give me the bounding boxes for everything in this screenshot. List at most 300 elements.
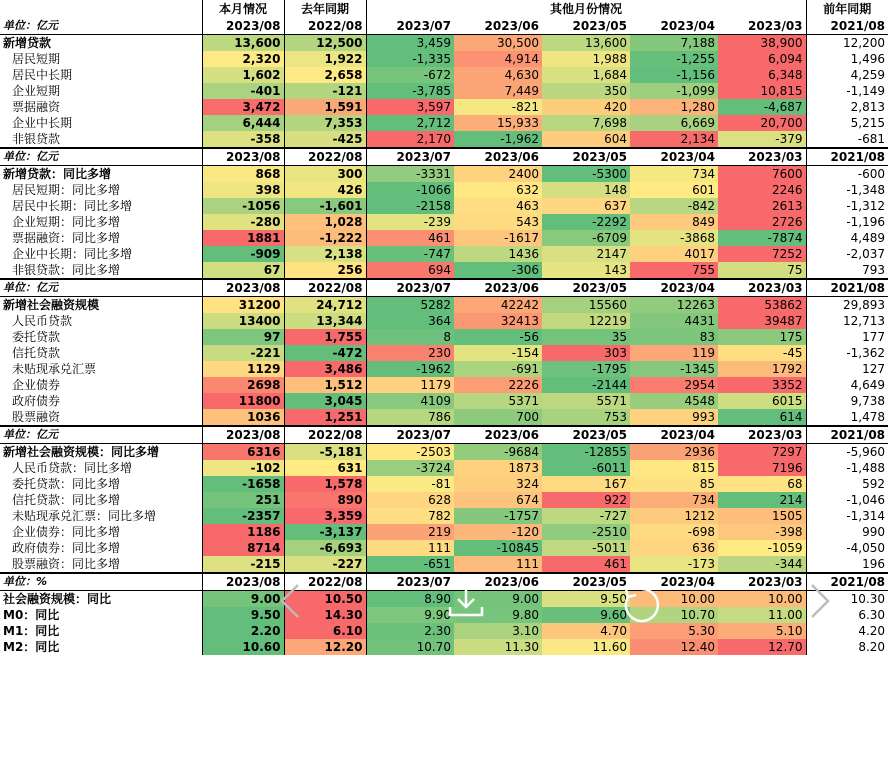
data-cell: 755 <box>630 262 718 279</box>
data-cell: -120 <box>454 524 542 540</box>
column-header: 2023/05 <box>542 279 630 297</box>
data-cell: 38,900 <box>718 35 806 52</box>
table-row <box>0 329 888 345</box>
data-cell: 6,669 <box>630 115 718 131</box>
table-row <box>0 492 888 508</box>
unit-label: 单位：亿元 <box>0 279 202 297</box>
column-header: 2022/08 <box>284 573 366 591</box>
table-row <box>0 35 888 52</box>
data-cell: 7,353 <box>284 115 366 131</box>
data-cell: -1,314 <box>806 508 888 524</box>
data-cell: 1129 <box>202 361 284 377</box>
data-cell: 251 <box>202 492 284 508</box>
data-cell: 256 <box>284 262 366 279</box>
table-row <box>0 115 888 131</box>
corner-cell <box>0 0 202 18</box>
column-header: 2023/06 <box>454 18 542 35</box>
table-row <box>0 182 888 198</box>
column-header: 2023/03 <box>718 148 806 166</box>
column-header: 2023/07 <box>366 148 454 166</box>
data-cell: 68 <box>718 476 806 492</box>
row-label: 非银贷款：同比多增 <box>12 263 121 277</box>
data-cell: 1179 <box>366 377 454 393</box>
row-label: 未贴现承兑汇票：同比多增 <box>12 509 157 523</box>
data-cell: 3,597 <box>366 99 454 115</box>
data-cell: 1,988 <box>542 51 630 67</box>
data-cell: 11.60 <box>542 639 630 655</box>
row-label: 居民中长期 <box>12 68 73 82</box>
data-cell: -1,149 <box>806 83 888 99</box>
data-cell: 127 <box>806 361 888 377</box>
data-cell: 9.00 <box>202 591 284 608</box>
row-label: 企业短期：同比多增 <box>12 215 121 229</box>
data-cell: 4109 <box>366 393 454 409</box>
data-cell: -5300 <box>542 166 630 183</box>
data-cell: 214 <box>718 492 806 508</box>
data-cell: -909 <box>202 246 284 262</box>
data-cell: 1,496 <box>806 51 888 67</box>
data-cell: 7252 <box>718 246 806 262</box>
data-cell: 1505 <box>718 508 806 524</box>
data-cell: 30,500 <box>454 35 542 52</box>
table-row <box>0 556 888 573</box>
data-cell: 303 <box>542 345 630 361</box>
data-cell: -1,335 <box>366 51 454 67</box>
next-image-button[interactable] <box>806 583 834 619</box>
table-row <box>0 83 888 99</box>
data-cell: 10.00 <box>630 591 718 608</box>
data-cell: -401 <box>202 83 284 99</box>
row-label: 人民币贷款：同比多增 <box>12 461 133 475</box>
table-row <box>0 460 888 476</box>
table-row <box>0 262 888 279</box>
data-cell: 67 <box>202 262 284 279</box>
data-cell: 24,712 <box>284 297 366 314</box>
table-row <box>0 246 888 262</box>
data-cell: -6011 <box>542 460 630 476</box>
data-cell: 119 <box>630 345 718 361</box>
data-cell: -727 <box>542 508 630 524</box>
data-cell: -154 <box>454 345 542 361</box>
top-header-row <box>0 0 888 18</box>
row-label: 人民币贷款 <box>12 314 73 328</box>
data-cell: 4,259 <box>806 67 888 83</box>
data-cell: 300 <box>284 166 366 183</box>
column-header: 2021/08 <box>806 148 888 166</box>
data-cell: 1,512 <box>284 377 366 393</box>
data-cell: 6,444 <box>202 115 284 131</box>
data-cell: -1,255 <box>630 51 718 67</box>
data-cell: 8.20 <box>806 639 888 655</box>
data-cell: 2936 <box>630 444 718 461</box>
data-cell: 324 <box>454 476 542 492</box>
data-cell: -3,785 <box>366 83 454 99</box>
data-cell: 31200 <box>202 297 284 314</box>
data-cell: 2400 <box>454 166 542 183</box>
data-cell: 632 <box>454 182 542 198</box>
data-cell: 786 <box>366 409 454 426</box>
data-cell: 1,922 <box>284 51 366 67</box>
unit-label: 单位：亿元 <box>0 426 202 444</box>
table-row <box>0 444 888 461</box>
data-cell: 12,713 <box>806 313 888 329</box>
data-cell: 4548 <box>630 393 718 409</box>
row-label: 政府债券：同比多增 <box>12 541 121 555</box>
data-cell: -5,960 <box>806 444 888 461</box>
data-cell: -1,156 <box>630 67 718 83</box>
column-header: 2023/06 <box>454 279 542 297</box>
row-label: 居民短期 <box>12 52 61 66</box>
data-cell: 4,630 <box>454 67 542 83</box>
data-cell: 463 <box>454 198 542 214</box>
data-cell: -672 <box>366 67 454 83</box>
row-label: 股票融资：同比多增 <box>12 557 121 571</box>
table-row <box>0 377 888 393</box>
data-cell: 29,893 <box>806 297 888 314</box>
data-cell: -1,046 <box>806 492 888 508</box>
data-cell: -1,362 <box>806 345 888 361</box>
row-label: 企业短期 <box>12 84 61 98</box>
data-cell: 1,578 <box>284 476 366 492</box>
column-header: 2023/07 <box>366 18 454 35</box>
row-label: 非银贷款 <box>12 132 61 146</box>
data-cell: -5011 <box>542 540 630 556</box>
data-cell: 1,280 <box>630 99 718 115</box>
data-cell: 75 <box>718 262 806 279</box>
unit-label: 单位：亿元 <box>0 148 202 166</box>
column-header: 2023/03 <box>718 426 806 444</box>
data-cell: -600 <box>806 166 888 183</box>
data-cell: 12219 <box>542 313 630 329</box>
data-cell: 674 <box>454 492 542 508</box>
data-cell: -280 <box>202 214 284 230</box>
data-cell: -358 <box>202 131 284 148</box>
column-header: 2023/06 <box>454 148 542 166</box>
data-cell: 3,472 <box>202 99 284 115</box>
data-cell: 1792 <box>718 361 806 377</box>
data-cell: 4,914 <box>454 51 542 67</box>
data-cell: 1212 <box>630 508 718 524</box>
data-cell: 637 <box>542 198 630 214</box>
data-cell: 143 <box>542 262 630 279</box>
column-header: 2023/04 <box>630 18 718 35</box>
data-cell: -2158 <box>366 198 454 214</box>
unit-label: 单位：% <box>0 573 202 591</box>
data-cell: 9.80 <box>454 607 542 623</box>
data-cell: 32413 <box>454 313 542 329</box>
data-cell: 1,028 <box>284 214 366 230</box>
data-cell: 543 <box>454 214 542 230</box>
data-cell: 10.70 <box>630 607 718 623</box>
data-cell: -1066 <box>366 182 454 198</box>
data-cell: -747 <box>366 246 454 262</box>
data-cell: 2613 <box>718 198 806 214</box>
row-label: 票据融资：同比多增 <box>12 231 121 245</box>
data-cell: 1436 <box>454 246 542 262</box>
data-cell: 4,649 <box>806 377 888 393</box>
column-header: 2023/04 <box>630 573 718 591</box>
data-cell: -1,601 <box>284 198 366 214</box>
data-cell: 4017 <box>630 246 718 262</box>
data-cell: 1036 <box>202 409 284 426</box>
data-cell: 5282 <box>366 297 454 314</box>
column-header: 2023/05 <box>542 148 630 166</box>
column-header: 2022/08 <box>284 18 366 35</box>
data-cell: 15,933 <box>454 115 542 131</box>
data-cell: 734 <box>630 166 718 183</box>
data-cell: 8714 <box>202 540 284 556</box>
data-cell: -81 <box>366 476 454 492</box>
data-cell: -651 <box>366 556 454 573</box>
row-label: 企业中长期：同比多增 <box>12 247 133 261</box>
data-cell: -221 <box>202 345 284 361</box>
table-row <box>0 313 888 329</box>
section-header-row <box>0 148 888 166</box>
data-cell: 753 <box>542 409 630 426</box>
data-cell: 990 <box>806 524 888 540</box>
data-cell: 10.00 <box>718 591 806 608</box>
data-cell: 2226 <box>454 377 542 393</box>
data-cell: -4,687 <box>718 99 806 115</box>
data-cell: -1658 <box>202 476 284 492</box>
table-row <box>0 591 888 608</box>
table-row <box>0 99 888 115</box>
rotate-button[interactable] <box>620 583 664 627</box>
data-cell: 1,602 <box>202 67 284 83</box>
download-button[interactable] <box>446 583 486 619</box>
data-cell: 177 <box>806 329 888 345</box>
data-cell: -3,137 <box>284 524 366 540</box>
table-row <box>0 607 888 623</box>
table-row <box>0 297 888 314</box>
data-cell: -2144 <box>542 377 630 393</box>
column-header: 2023/06 <box>454 573 542 591</box>
data-cell: 700 <box>454 409 542 426</box>
data-cell: -2,037 <box>806 246 888 262</box>
column-header: 2023/05 <box>542 18 630 35</box>
data-cell: 2246 <box>718 182 806 198</box>
data-cell: 148 <box>542 182 630 198</box>
row-label: 居民中长期：同比多增 <box>12 199 133 213</box>
header-prev-year: 前年同期 <box>806 0 888 18</box>
data-cell: 20,700 <box>718 115 806 131</box>
data-cell: 13,600 <box>542 35 630 52</box>
column-header: 2021/08 <box>806 573 888 591</box>
data-cell: -227 <box>284 556 366 573</box>
data-cell: -102 <box>202 460 284 476</box>
column-header: 2023/08 <box>202 573 284 591</box>
section-header-row <box>0 426 888 444</box>
data-cell: 2,712 <box>366 115 454 131</box>
data-cell: 2,813 <box>806 99 888 115</box>
data-cell: -1795 <box>542 361 630 377</box>
data-cell: -306 <box>454 262 542 279</box>
data-cell: 13400 <box>202 313 284 329</box>
column-header: 2023/07 <box>366 573 454 591</box>
data-cell: 85 <box>630 476 718 492</box>
column-header: 2023/03 <box>718 18 806 35</box>
data-cell: 601 <box>630 182 718 198</box>
data-cell: 2954 <box>630 377 718 393</box>
data-cell: 8 <box>366 329 454 345</box>
data-cell: 5371 <box>454 393 542 409</box>
data-cell: 7,698 <box>542 115 630 131</box>
data-cell: 12.70 <box>718 639 806 655</box>
column-header: 2023/03 <box>718 279 806 297</box>
data-cell: -1,222 <box>284 230 366 246</box>
data-cell: 694 <box>366 262 454 279</box>
data-cell: -9684 <box>454 444 542 461</box>
data-cell: 10.60 <box>202 639 284 655</box>
section-header-row <box>0 279 888 297</box>
data-cell: 7600 <box>718 166 806 183</box>
data-cell: 636 <box>630 540 718 556</box>
table-row <box>0 476 888 492</box>
data-cell: 3352 <box>718 377 806 393</box>
data-cell: -173 <box>630 556 718 573</box>
data-cell: -6,693 <box>284 540 366 556</box>
data-cell: 9.50 <box>542 591 630 608</box>
data-cell: -3868 <box>630 230 718 246</box>
data-cell: 12.20 <box>284 639 366 655</box>
data-cell: -121 <box>284 83 366 99</box>
table-row <box>0 345 888 361</box>
data-cell: 15560 <box>542 297 630 314</box>
column-header: 2021/08 <box>806 18 888 35</box>
data-cell: 364 <box>366 313 454 329</box>
data-cell: 3,486 <box>284 361 366 377</box>
data-cell: -215 <box>202 556 284 573</box>
data-cell: 628 <box>366 492 454 508</box>
data-cell: 604 <box>542 131 630 148</box>
data-cell: 2,170 <box>366 131 454 148</box>
table-row <box>0 639 888 655</box>
row-label: 企业债券：同比多增 <box>12 525 121 539</box>
data-cell: 868 <box>202 166 284 183</box>
unit-label: 单位：亿元 <box>0 18 202 35</box>
data-cell: -1345 <box>630 361 718 377</box>
data-cell: 2726 <box>718 214 806 230</box>
column-header: 2023/07 <box>366 279 454 297</box>
prev-image-button[interactable] <box>276 583 304 619</box>
data-cell: 3,359 <box>284 508 366 524</box>
data-cell: 420 <box>542 99 630 115</box>
data-cell: 35 <box>542 329 630 345</box>
data-cell: -691 <box>454 361 542 377</box>
data-cell: 14.30 <box>284 607 366 623</box>
data-cell: 2698 <box>202 377 284 393</box>
column-header: 2023/08 <box>202 279 284 297</box>
data-cell: 1873 <box>454 460 542 476</box>
data-cell: -7874 <box>718 230 806 246</box>
data-cell: 592 <box>806 476 888 492</box>
data-cell: 175 <box>718 329 806 345</box>
row-label: 未贴现承兑汇票 <box>12 362 97 376</box>
data-cell: -698 <box>630 524 718 540</box>
data-cell: -5,181 <box>284 444 366 461</box>
data-cell: -821 <box>454 99 542 115</box>
table-row <box>0 51 888 67</box>
column-header: 2021/08 <box>806 279 888 297</box>
row-label: 票据融资 <box>12 100 61 114</box>
table-row <box>0 361 888 377</box>
data-cell: 9.00 <box>454 591 542 608</box>
data-cell: 97 <box>202 329 284 345</box>
chevron-left-icon <box>276 583 304 619</box>
header-other-months: 其他月份情况 <box>366 0 806 18</box>
data-cell: 4431 <box>630 313 718 329</box>
data-cell: 6.10 <box>284 623 366 639</box>
data-cell: 6.30 <box>806 607 888 623</box>
column-header: 2023/08 <box>202 18 284 35</box>
column-header: 2022/08 <box>284 426 366 444</box>
table-row <box>0 131 888 148</box>
column-header: 2023/04 <box>630 279 718 297</box>
row-label: 新增社会融资规模：同比多增 <box>3 445 160 459</box>
row-label: 委托贷款 <box>12 330 61 344</box>
data-cell: -2357 <box>202 508 284 524</box>
table-row <box>0 230 888 246</box>
data-cell: 426 <box>284 182 366 198</box>
data-cell: 1,755 <box>284 329 366 345</box>
data-cell: -239 <box>366 214 454 230</box>
data-cell: 7196 <box>718 460 806 476</box>
data-cell: -1,099 <box>630 83 718 99</box>
column-header: 2023/04 <box>630 426 718 444</box>
data-cell: -842 <box>630 198 718 214</box>
data-cell: 7297 <box>718 444 806 461</box>
data-cell: 4.20 <box>806 623 888 639</box>
data-cell: 9.90 <box>366 607 454 623</box>
table-row <box>0 409 888 426</box>
data-cell: -10845 <box>454 540 542 556</box>
table-row <box>0 214 888 230</box>
data-cell: -1059 <box>718 540 806 556</box>
data-cell: -12855 <box>542 444 630 461</box>
data-cell: 13,344 <box>284 313 366 329</box>
data-cell: 230 <box>366 345 454 361</box>
data-cell: 2.20 <box>202 623 284 639</box>
table-row <box>0 540 888 556</box>
download-icon <box>446 583 486 619</box>
column-header: 2023/08 <box>202 148 284 166</box>
data-cell: 7,449 <box>454 83 542 99</box>
data-cell: 793 <box>806 262 888 279</box>
table-row <box>0 166 888 183</box>
data-cell: 4,489 <box>806 230 888 246</box>
data-cell: -1617 <box>454 230 542 246</box>
row-label: M2：同比 <box>3 640 60 654</box>
data-cell: -344 <box>718 556 806 573</box>
data-cell: 11800 <box>202 393 284 409</box>
data-cell: 2,138 <box>284 246 366 262</box>
data-cell: -2510 <box>542 524 630 540</box>
data-cell: 993 <box>630 409 718 426</box>
table-row <box>0 198 888 214</box>
data-cell: 1,478 <box>806 409 888 426</box>
data-cell: 5,215 <box>806 115 888 131</box>
data-cell: 167 <box>542 476 630 492</box>
data-cell: 614 <box>718 409 806 426</box>
section-header-row <box>0 573 888 591</box>
column-header: 2023/04 <box>630 148 718 166</box>
data-cell: 782 <box>366 508 454 524</box>
data-cell: 196 <box>806 556 888 573</box>
data-cell: 3,045 <box>284 393 366 409</box>
data-cell: 42242 <box>454 297 542 314</box>
data-cell: 2,658 <box>284 67 366 83</box>
data-cell: 734 <box>630 492 718 508</box>
